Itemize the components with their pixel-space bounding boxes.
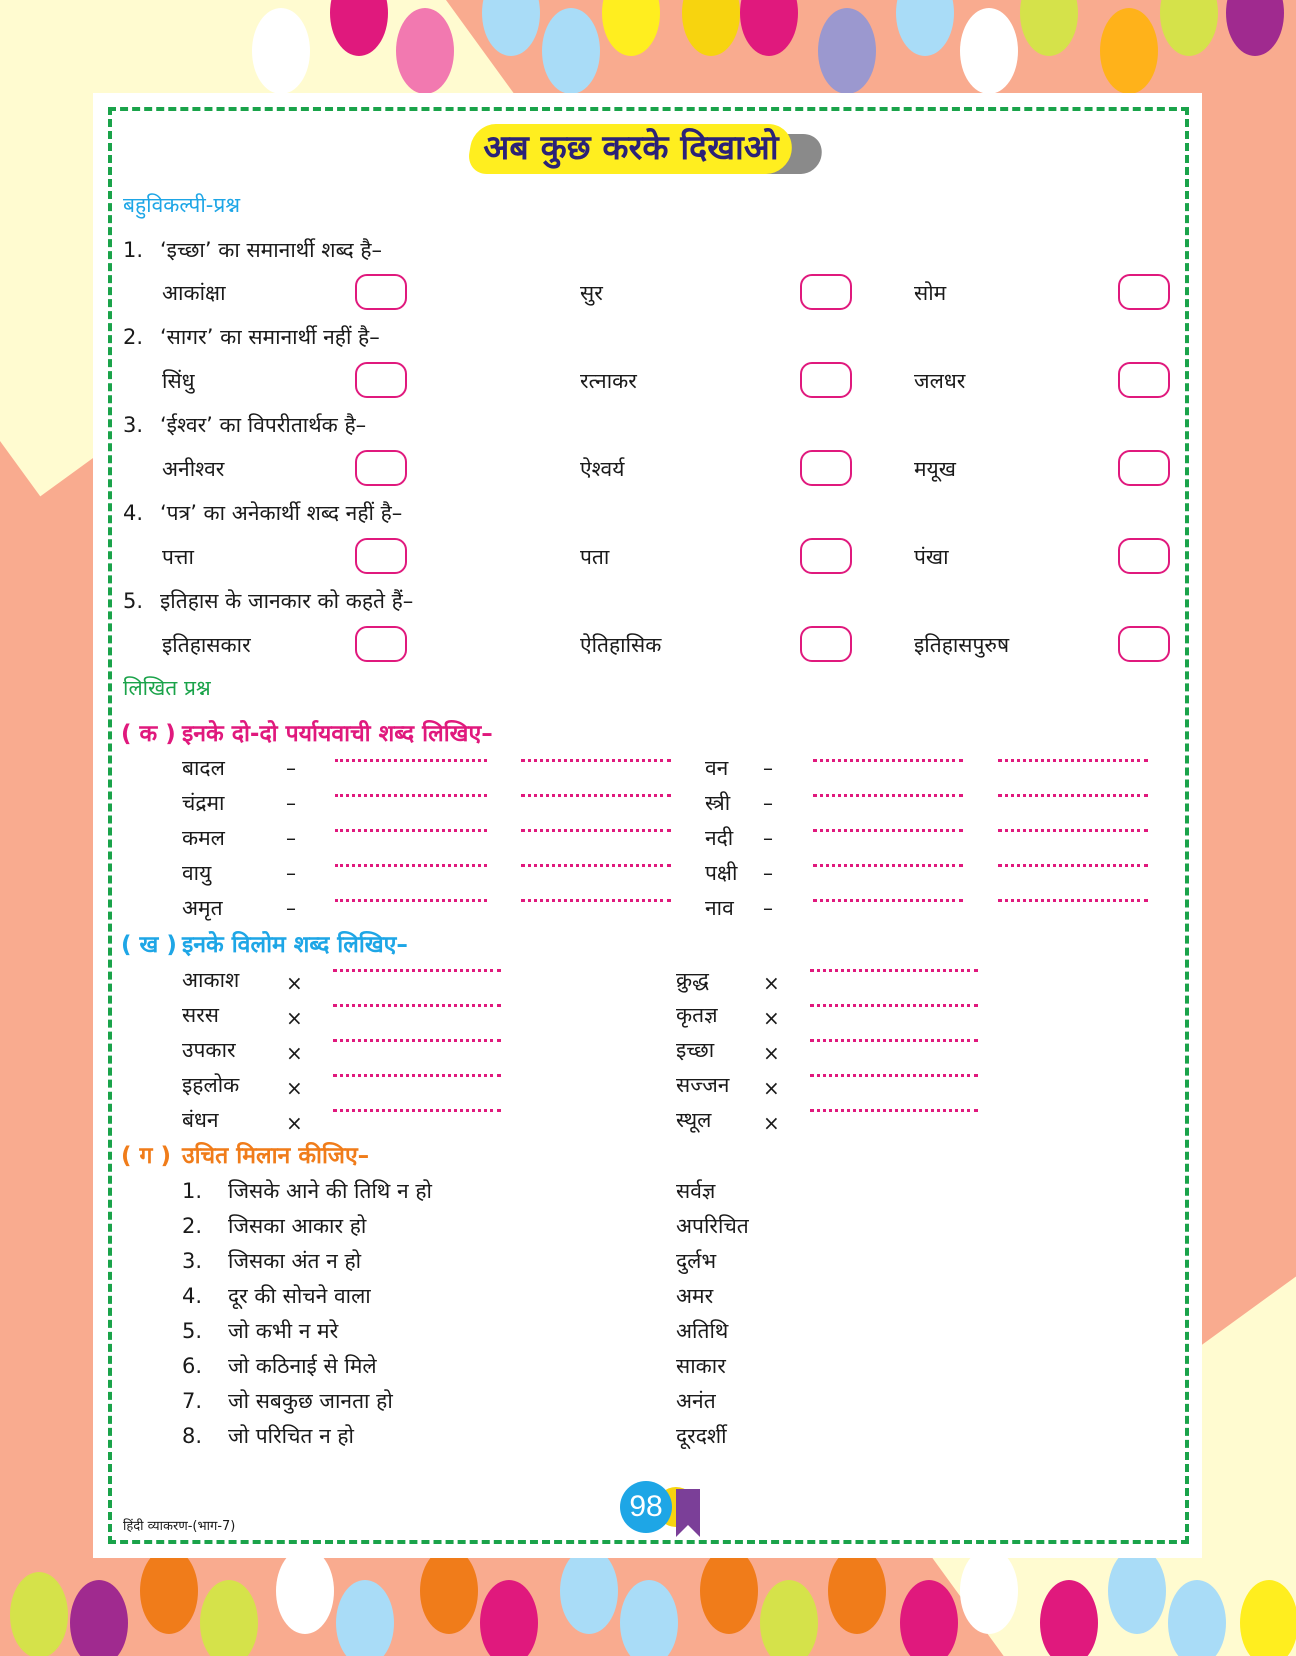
- bg-dot-top: [1020, 0, 1078, 56]
- bg-dot-top: [542, 8, 600, 94]
- mcq-question-number: 1.: [123, 238, 144, 262]
- synonym-word: पक्षी: [705, 861, 738, 885]
- mcq-option-label: अनीश्वर: [162, 457, 225, 481]
- mcq-question-number: 5.: [123, 589, 144, 613]
- bg-dot-bottom: [760, 1580, 818, 1656]
- antonym-word: इच्छा: [676, 1038, 715, 1062]
- bg-dot-top: [960, 8, 1018, 94]
- answer-line[interactable]: [813, 899, 963, 903]
- answer-line[interactable]: [333, 969, 501, 973]
- matching-right-item: अपरिचित: [676, 1214, 749, 1238]
- heading-banner: [470, 122, 830, 178]
- cross-separator: ×: [286, 971, 303, 995]
- mcq-answer-checkbox[interactable]: [355, 362, 407, 398]
- cross-separator: ×: [763, 1006, 780, 1030]
- synonym-word: नदी: [705, 826, 734, 850]
- answer-line[interactable]: [813, 759, 963, 763]
- answer-line[interactable]: [998, 759, 1148, 763]
- bg-dot-top: [682, 0, 740, 56]
- matching-right-item: दूरदर्शी: [676, 1424, 727, 1448]
- bg-dot-top: [252, 8, 310, 94]
- answer-line[interactable]: [335, 759, 487, 763]
- synonym-word: कमल: [182, 826, 225, 850]
- antonym-word: क्रुद्ध: [676, 968, 709, 992]
- matching-number: 5.: [182, 1319, 203, 1343]
- answer-line[interactable]: [521, 899, 671, 903]
- mcq-option-label: मयूख: [914, 457, 956, 481]
- mcq-option-label: जलधर: [914, 369, 966, 393]
- matching-number: 1.: [182, 1179, 203, 1203]
- dash-separator: –: [763, 861, 773, 885]
- mcq-question-number: 3.: [123, 413, 144, 437]
- answer-line[interactable]: [810, 1074, 978, 1078]
- matching-left-item: जो सबकुछ जानता हो: [228, 1389, 393, 1413]
- answer-line[interactable]: [521, 794, 671, 798]
- mcq-option-label: इतिहासपुरुष: [914, 633, 1010, 657]
- book-footer: हिंदी व्याकरण-(भाग-7): [123, 1519, 236, 1534]
- answer-line[interactable]: [810, 1109, 978, 1113]
- matching-left-item: जिसका अंत न हो: [228, 1249, 362, 1273]
- matching-left-item: जो कठिनाई से मिले: [228, 1354, 377, 1378]
- dash-separator: –: [763, 791, 773, 815]
- antonym-word: बंधन: [182, 1108, 219, 1132]
- bg-dot-bottom: [960, 1548, 1018, 1634]
- mcq-answer-checkbox[interactable]: [355, 274, 407, 310]
- mcq-answer-checkbox[interactable]: [355, 450, 407, 486]
- bg-dot-bottom: [1168, 1580, 1226, 1656]
- dash-separator: –: [286, 861, 296, 885]
- bg-dot-bottom: [900, 1580, 958, 1656]
- antonym-word: सज्जन: [676, 1073, 730, 1097]
- antonym-word: इहलोक: [182, 1073, 240, 1097]
- matching-right-item: अतिथि: [676, 1319, 729, 1343]
- bg-dot-bottom: [1240, 1580, 1296, 1656]
- matching-right-item: साकार: [676, 1354, 726, 1378]
- matching-number: 4.: [182, 1284, 203, 1308]
- mcq-answer-checkbox[interactable]: [800, 538, 852, 574]
- synonym-word: स्त्री: [705, 791, 731, 815]
- matching-right-item: अनंत: [676, 1389, 716, 1413]
- bookmark-ribbon-icon: [676, 1489, 700, 1537]
- bg-dot-bottom: [336, 1580, 394, 1656]
- bg-dot-top: [740, 0, 798, 56]
- synonym-word: वायु: [182, 861, 212, 885]
- bg-dot-bottom: [620, 1580, 678, 1656]
- page-number-badge: [620, 1477, 710, 1543]
- answer-line[interactable]: [813, 829, 963, 833]
- mcq-answer-checkbox[interactable]: [800, 274, 852, 310]
- mcq-answer-checkbox[interactable]: [1118, 274, 1170, 310]
- bg-dot-top: [482, 0, 540, 56]
- answer-line[interactable]: [335, 829, 487, 833]
- matching-left-item: दूर की सोचने वाला: [228, 1284, 371, 1308]
- bg-dot-top: [896, 0, 954, 56]
- page-heading: अब कुछ करके दिखाओ: [483, 128, 779, 168]
- dash-separator: –: [763, 756, 773, 780]
- matching-right-item: दुर्लभ: [676, 1249, 717, 1273]
- mcq-answer-checkbox[interactable]: [1118, 450, 1170, 486]
- answer-line[interactable]: [333, 1109, 501, 1113]
- dash-separator: –: [286, 791, 296, 815]
- matching-left-item: जो परिचित न हो: [228, 1424, 354, 1448]
- matching-number: 7.: [182, 1389, 203, 1413]
- mcq-option-label: आकांक्षा: [162, 281, 226, 305]
- page-number: 98: [620, 1481, 672, 1533]
- dash-separator: –: [286, 896, 296, 920]
- answer-line[interactable]: [998, 829, 1148, 833]
- bg-dot-top: [1100, 8, 1158, 94]
- antonym-word: स्थूल: [676, 1108, 712, 1132]
- bg-dot-top: [1160, 0, 1218, 56]
- part-ga-title: उचित मिलान कीजिए–: [182, 1143, 370, 1169]
- dash-separator: –: [286, 756, 296, 780]
- written-section-title: लिखित प्रश्न: [123, 676, 211, 700]
- answer-line[interactable]: [335, 864, 487, 868]
- bg-dot-bottom: [700, 1548, 758, 1634]
- cross-separator: ×: [763, 1111, 780, 1135]
- bg-dot-bottom: [828, 1548, 886, 1634]
- mcq-question-number: 4.: [123, 501, 144, 525]
- part-kha-label: ( ख ): [121, 932, 177, 958]
- mcq-answer-checkbox[interactable]: [1118, 626, 1170, 662]
- answer-line[interactable]: [998, 864, 1148, 868]
- answer-line[interactable]: [810, 969, 978, 973]
- mcq-answer-checkbox[interactable]: [800, 626, 852, 662]
- answer-line[interactable]: [333, 1074, 501, 1078]
- antonym-word: कृतज्ञ: [676, 1003, 718, 1027]
- bg-dot-top: [396, 8, 454, 94]
- mcq-option-label: पता: [580, 545, 610, 569]
- bg-dot-bottom: [10, 1572, 68, 1656]
- mcq-option-label: रत्नाकर: [580, 369, 637, 393]
- bg-dot-bottom: [200, 1580, 258, 1656]
- synonym-word: अमृत: [182, 896, 223, 920]
- bg-dot-top: [602, 0, 660, 56]
- matching-number: 2.: [182, 1214, 203, 1238]
- mcq-option-label: सुर: [580, 281, 603, 305]
- mcq-answer-checkbox[interactable]: [355, 626, 407, 662]
- matching-left-item: जिसका आकार हो: [228, 1214, 367, 1238]
- bg-dot-bottom: [276, 1548, 334, 1634]
- mcq-question-text: ‘ईश्वर’ का विपरीतार्थक है–: [160, 413, 367, 437]
- answer-line[interactable]: [521, 864, 671, 868]
- matching-left-item: जिसके आने की तिथि न हो: [228, 1179, 432, 1203]
- matching-number: 8.: [182, 1424, 203, 1448]
- bg-dot-bottom: [1108, 1548, 1166, 1634]
- matching-right-item: सर्वज्ञ: [676, 1179, 716, 1203]
- bg-dot-bottom: [140, 1548, 198, 1634]
- cross-separator: ×: [286, 1006, 303, 1030]
- cross-separator: ×: [286, 1111, 303, 1135]
- mcq-answer-checkbox[interactable]: [1118, 362, 1170, 398]
- synonym-word: वन: [705, 756, 729, 780]
- bg-dot-bottom: [420, 1548, 478, 1634]
- answer-line[interactable]: [810, 1004, 978, 1008]
- mcq-answer-checkbox[interactable]: [800, 362, 852, 398]
- answer-line[interactable]: [335, 794, 487, 798]
- cross-separator: ×: [763, 1041, 780, 1065]
- matching-left-item: जो कभी न मरे: [228, 1319, 339, 1343]
- part-kha-title: इनके विलोम शब्द लिखिए–: [182, 932, 408, 958]
- mcq-option-label: पंखा: [914, 545, 949, 569]
- cross-separator: ×: [763, 971, 780, 995]
- mcq-answer-checkbox[interactable]: [355, 538, 407, 574]
- bg-dot-bottom: [480, 1580, 538, 1656]
- cross-separator: ×: [286, 1076, 303, 1100]
- answer-line[interactable]: [333, 1004, 501, 1008]
- answer-line[interactable]: [521, 759, 671, 763]
- mcq-question-text: इतिहास के जानकार को कहते हैं–: [160, 589, 414, 613]
- synonym-word: बादल: [182, 756, 225, 780]
- bg-dot-bottom: [1040, 1580, 1098, 1656]
- answer-line[interactable]: [813, 794, 963, 798]
- bg-dot-bottom: [70, 1580, 128, 1656]
- antonym-word: उपकार: [182, 1038, 236, 1062]
- mcq-option-label: ऐश्वर्य: [580, 457, 625, 481]
- matching-right-item: अमर: [676, 1284, 714, 1308]
- antonym-word: सरस: [182, 1003, 219, 1027]
- dash-separator: –: [763, 826, 773, 850]
- mcq-question-text: ‘पत्र’ का अनेकार्थी शब्द नहीं है–: [160, 501, 403, 525]
- bg-dot-top: [1226, 0, 1284, 56]
- mcq-option-label: इतिहासकार: [162, 633, 251, 657]
- part-ka-title: इनके दो-दो पर्यायवाची शब्द लिखिए–: [182, 721, 493, 747]
- mcq-option-label: ऐतिहासिक: [580, 633, 662, 657]
- antonym-word: आकाश: [182, 968, 240, 992]
- answer-line[interactable]: [998, 899, 1148, 903]
- mcq-answer-checkbox[interactable]: [800, 450, 852, 486]
- matching-number: 3.: [182, 1249, 203, 1273]
- answer-line[interactable]: [521, 829, 671, 833]
- answer-line[interactable]: [998, 794, 1148, 798]
- mcq-option-label: सोम: [914, 281, 947, 305]
- mcq-question-text: ‘सागर’ का समानार्थी नहीं है–: [160, 325, 380, 349]
- bg-dot-top: [818, 8, 876, 94]
- cross-separator: ×: [763, 1076, 780, 1100]
- mcq-question-number: 2.: [123, 325, 144, 349]
- mcq-question-text: ‘इच्छा’ का समानार्थी शब्द है–: [160, 238, 383, 262]
- cross-separator: ×: [286, 1041, 303, 1065]
- bg-dot-bottom: [560, 1548, 618, 1634]
- mcq-option-label: पत्ता: [162, 545, 194, 569]
- mcq-section-title: बहुविकल्पी-प्रश्न: [123, 193, 241, 217]
- mcq-option-label: सिंधु: [162, 369, 195, 393]
- answer-line[interactable]: [335, 899, 487, 903]
- mcq-answer-checkbox[interactable]: [1118, 538, 1170, 574]
- dash-separator: –: [763, 896, 773, 920]
- synonym-word: नाव: [705, 896, 734, 920]
- answer-line[interactable]: [813, 864, 963, 868]
- dash-separator: –: [286, 826, 296, 850]
- answer-line[interactable]: [333, 1039, 501, 1043]
- synonym-word: चंद्रमा: [182, 791, 225, 815]
- matching-number: 6.: [182, 1354, 203, 1378]
- part-ka-label: ( क ): [121, 721, 176, 747]
- part-ga-label: ( ग ): [121, 1143, 171, 1169]
- answer-line[interactable]: [810, 1039, 978, 1043]
